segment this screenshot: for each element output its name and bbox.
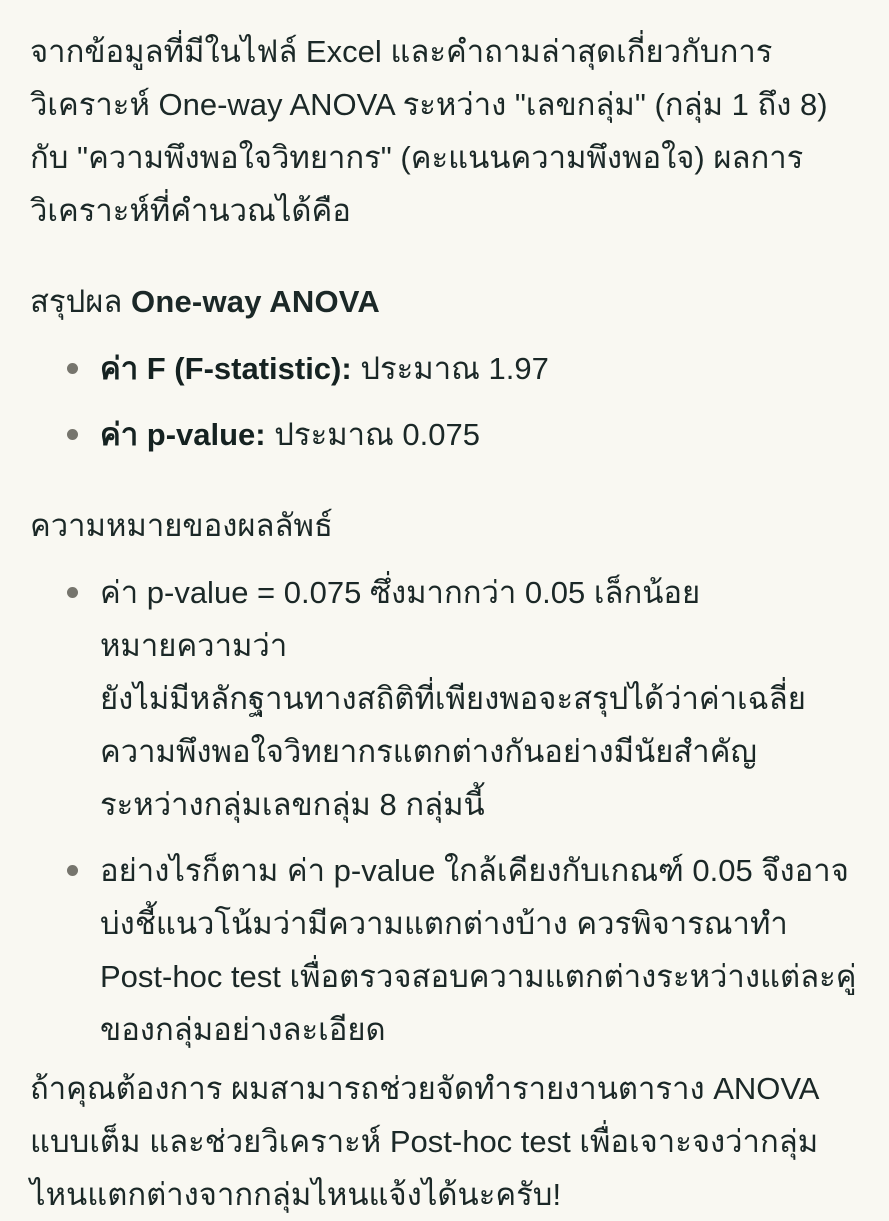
closing-paragraph: ถ้าคุณต้องการ ผมสามารถช่วยจัดทำรายงานตาราง ANOVA แบบเต็ม และช่วยวิเคราะห์ Post-hoc test เพื่อเจาะจงว่ากลุ่มไหนแตกต่างจากกลุ่มไหนแจ้งได้นะครับ! [30, 1071, 819, 1212]
meaning-item-1-line-1: ค่า p-value = 0.075 ซึ่งมากกว่า 0.05 เล็กน้อย หมายความว่า [100, 575, 701, 663]
meaning-list [30, 566, 859, 1056]
meaning-item-1-line-2: ยังไม่มีหลักฐานทางสถิติที่เพียงพอจะสรุปได้ว่าค่าเฉลี่ยความพึงพอใจวิทยากรแตกต่างกันอย่างมีนัยสำคัญระหว่างกลุ่มเลขกลุ่ม 8 กลุ่มนี้ [100, 681, 806, 822]
f-statistic-label: ค่า F (F-statistic): [100, 351, 352, 386]
p-value-value: ประมาณ 0.075 [265, 417, 481, 452]
summary-list [30, 342, 859, 461]
list-item [100, 408, 859, 461]
meaning-item-2-text: อย่างไรก็ตาม ค่า p-value ใกล้เคียงกับเกณฑ์ 0.05 จึงอาจบ่งชี้แนวโน้มว่ามีความแตกต่างบ้าง ควรพิจารณาทำ Post-hoc test เพื่อตรวจสอบความแตกต่างระหว่างแต่ละคู่ของกลุ่มอย่างละเอียด [100, 853, 857, 1047]
meaning-heading: ความหมายของผลลัพธ์ [30, 508, 333, 543]
p-value-label: ค่า p-value: [100, 417, 266, 452]
list-item [100, 566, 859, 831]
list-item [100, 342, 859, 395]
summary-heading [30, 275, 859, 328]
summary-heading-thai: สรุปผล [30, 284, 132, 319]
intro-paragraph: จากข้อมูลที่มีในไฟล์ Excel และคำถามล่าสุดเกี่ยวกับการวิเคราะห์ One-way ANOVA ระหว่าง "เลขกลุ่ม" (กลุ่ม 1 ถึง 8) กับ "ความพึงพอใจวิทยากร" (คะแนนความพึงพอใจ) ผลการวิเคราะห์ที่คำนวณได้คือ [30, 34, 828, 228]
f-statistic-value: ประมาณ 1.97 [351, 351, 549, 386]
list-item [100, 844, 859, 1056]
assistant-message [30, 25, 859, 1221]
summary-heading-latin: One-way ANOVA [131, 284, 380, 319]
